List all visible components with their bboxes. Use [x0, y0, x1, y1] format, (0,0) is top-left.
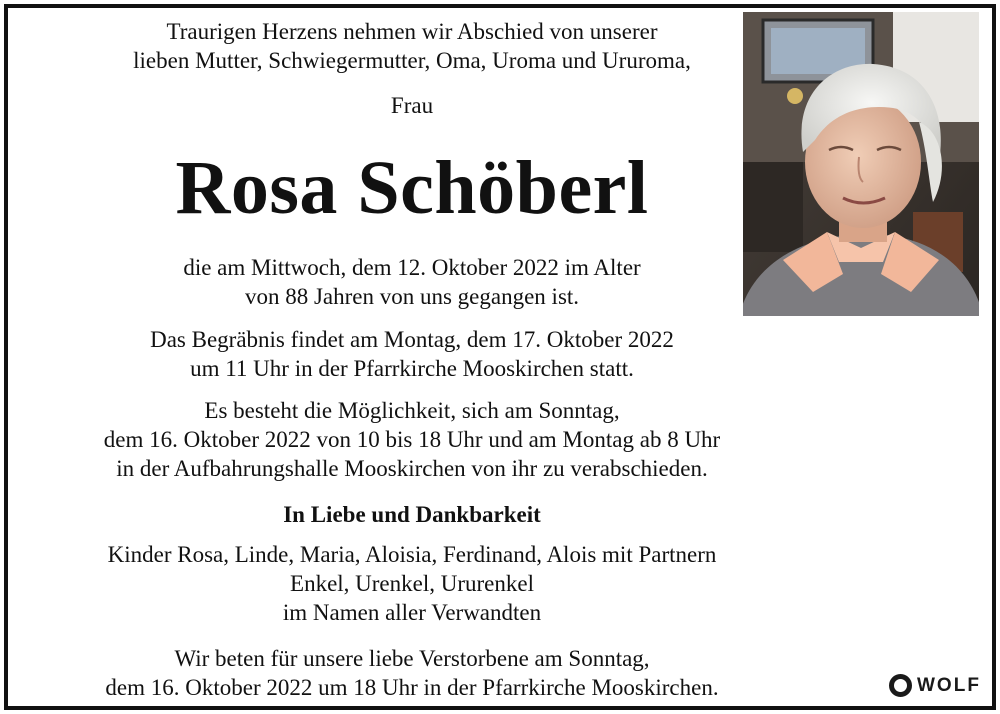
portrait-illustration: [743, 12, 979, 316]
closing-heading: In Liebe und Dankbarkeit: [283, 502, 541, 527]
ring-icon: [889, 674, 912, 697]
intro-line-1: Traurigen Herzens nehmen wir Abschied von unserer: [166, 19, 658, 44]
viewing-line-1: Es besteht die Möglichkeit, sich am Sonntag,: [204, 398, 620, 423]
portrait-photo: [743, 12, 979, 316]
death-line-2: von 88 Jahren von uns gegangen ist.: [244, 284, 580, 309]
prayer-line-1: Wir beten für unsere liebe Verstorbene am Sonntag,: [174, 646, 650, 671]
viewing-line-2: dem 16. Oktober 2022 von 10 bis 18 Uhr und am Montag ab 8 Uhr: [103, 427, 721, 452]
prayer-line-2: dem 16. Oktober 2022 um 18 Uhr in der Pfarrkirche Mooskirchen.: [105, 675, 719, 700]
mourners-line-1: Kinder Rosa, Linde, Maria, Aloisia, Ferdinand, Alois mit Partnern: [107, 542, 717, 567]
viewing-line-3: in der Aufbahrungshalle Mooskirchen von ihr zu verabschieden.: [116, 456, 708, 481]
wolf-logo: [889, 674, 981, 697]
funeral-line-1: Das Begräbnis findet am Montag, dem 17. Oktober 2022: [150, 327, 674, 352]
funeral-line-2: um 11 Uhr in der Pfarrkirche Mooskirchen statt.: [190, 356, 634, 381]
logo-text: WOLF: [917, 674, 981, 696]
mourners-line-3: im Namen aller Verwandten: [282, 600, 542, 625]
salutation: Frau: [390, 93, 434, 118]
intro-line-2: lieben Mutter, Schwiegermutter, Oma, Uroma und Ururoma,: [133, 48, 691, 73]
deceased-name: Rosa Schöberl: [175, 146, 649, 230]
mourners-line-2: Enkel, Urenkel, Ururenkel: [290, 571, 534, 596]
death-line-1: die am Mittwoch, dem 12. Oktober 2022 im Alter: [183, 255, 641, 280]
